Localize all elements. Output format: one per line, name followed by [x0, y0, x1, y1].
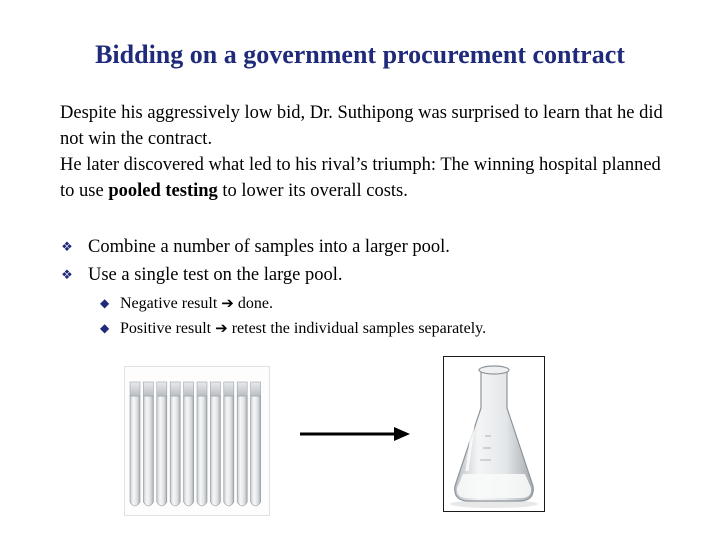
sub-bullet-text	[120, 292, 273, 315]
test-tube	[210, 382, 220, 506]
bullet-text: Use a single test on the large pool.	[88, 265, 343, 285]
test-tube	[130, 382, 140, 506]
paragraph-2-text-start: He later discovered what led to his rival’s triumph: The winning hospital planned to use	[60, 155, 661, 201]
sub-bullet-text-end: retest the individual samples separately.	[227, 320, 487, 337]
right-arrow-icon	[298, 422, 412, 446]
diamond-bullet-icon: ❖	[61, 239, 73, 254]
test-tube	[184, 382, 194, 506]
slide-title: Bidding on a government procurement contract	[95, 40, 625, 69]
test-tubes-image	[124, 366, 270, 516]
erlenmeyer-flask-image	[443, 356, 545, 512]
sub-bullet-text-end: done.	[233, 295, 273, 312]
test-tube	[143, 382, 153, 506]
solid-diamond-bullet-icon: ◆	[100, 296, 110, 310]
paragraph-2-text-end: to lower its overall costs.	[217, 181, 408, 201]
bullet-text: Combine a number of samples into a larger pool.	[88, 237, 450, 257]
sub-bullet-text	[120, 317, 486, 340]
paragraph-2	[60, 152, 670, 204]
solid-diamond-bullet-icon: ◆	[100, 321, 110, 335]
test-tube	[237, 382, 247, 506]
test-tube	[224, 382, 234, 506]
right-arrow-icon: ➔	[215, 319, 228, 337]
test-tube	[170, 382, 180, 506]
test-tube	[157, 382, 167, 506]
diamond-bullet-icon: ❖	[61, 267, 73, 282]
sub-bullet-text-start: Negative result	[120, 295, 222, 312]
sub-bullet-text-start: Positive result	[120, 320, 216, 337]
right-arrow-icon: ➔	[221, 294, 234, 312]
pooled-testing-term: pooled testing	[108, 181, 218, 201]
paragraph-1: Despite his aggressively low bid, Dr. Suthipong was surprised to learn that he did not win the contract.	[60, 103, 663, 149]
test-tube	[251, 382, 261, 506]
test-tube	[197, 382, 207, 506]
